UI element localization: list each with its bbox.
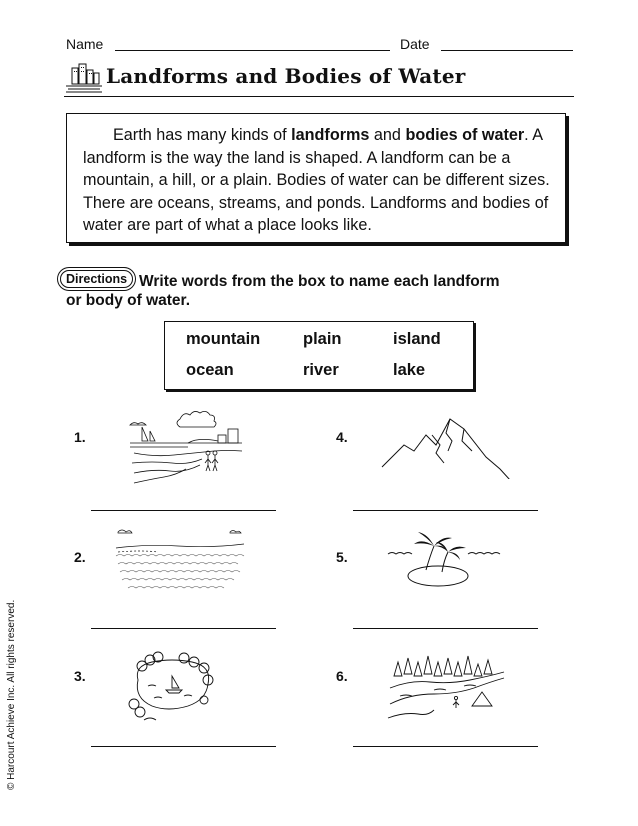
city-skyline-icon [64, 60, 104, 94]
word-bank [164, 321, 474, 390]
answer-line-6[interactable] [353, 746, 538, 747]
item-number: 2. [74, 549, 86, 565]
word-bank-item: plain [303, 330, 342, 348]
answer-line-2[interactable] [91, 628, 276, 629]
island-with-palm-trees-picture [386, 530, 501, 592]
word-bank-item: ocean [186, 361, 234, 379]
word-bank-item: lake [393, 361, 426, 379]
lake-with-sailboat-picture [124, 650, 216, 722]
mountain-picture [378, 407, 518, 479]
directions-line-1: Write words from the box to name each landform [139, 273, 500, 290]
intro-keyword-landforms: landforms [291, 126, 370, 144]
intro-mid: and [369, 126, 406, 144]
item-number: 1. [74, 429, 86, 445]
intro-lead: Earth has many kinds of [113, 126, 292, 144]
intro-rest: . A landform is the way the land is shaped. A landform can be a mountain, a hill, or a plain. Bodies of water can be different sizes. There are oceans, streams, and ponds. Landforms and bodies of water are part of what a place looks like. [83, 126, 550, 234]
intro-keyword-bodies-of-water: bodies of water [405, 126, 525, 144]
copyright-notice: © Harcourt Achieve Inc. All rights reserved. [6, 599, 17, 790]
word-bank-item: mountain [186, 330, 261, 348]
directions-badge: Directions [60, 270, 133, 288]
seashore-scene-picture [128, 407, 248, 489]
grassy-plain-picture [112, 526, 247, 596]
answer-line-4[interactable] [353, 510, 538, 511]
item-number: 4. [336, 429, 348, 445]
intro-passage [66, 113, 566, 243]
name-blank[interactable] [115, 50, 390, 51]
date-blank[interactable] [441, 50, 573, 51]
answer-line-3[interactable] [91, 746, 276, 747]
word-bank-item: island [393, 330, 441, 348]
word-bank-item: river [303, 361, 339, 379]
item-number: 3. [74, 668, 86, 684]
item-number: 6. [336, 668, 348, 684]
page-title: Landforms and Bodies of Water [106, 64, 466, 88]
item-number: 5. [336, 549, 348, 565]
directions-line-2: or body of water. [66, 292, 191, 309]
answer-line-1[interactable] [91, 510, 276, 511]
answer-line-5[interactable] [353, 628, 538, 629]
title-divider [64, 96, 574, 97]
river-through-forest-picture [384, 646, 508, 722]
date-label: Date [400, 36, 430, 52]
name-label: Name [66, 36, 104, 52]
